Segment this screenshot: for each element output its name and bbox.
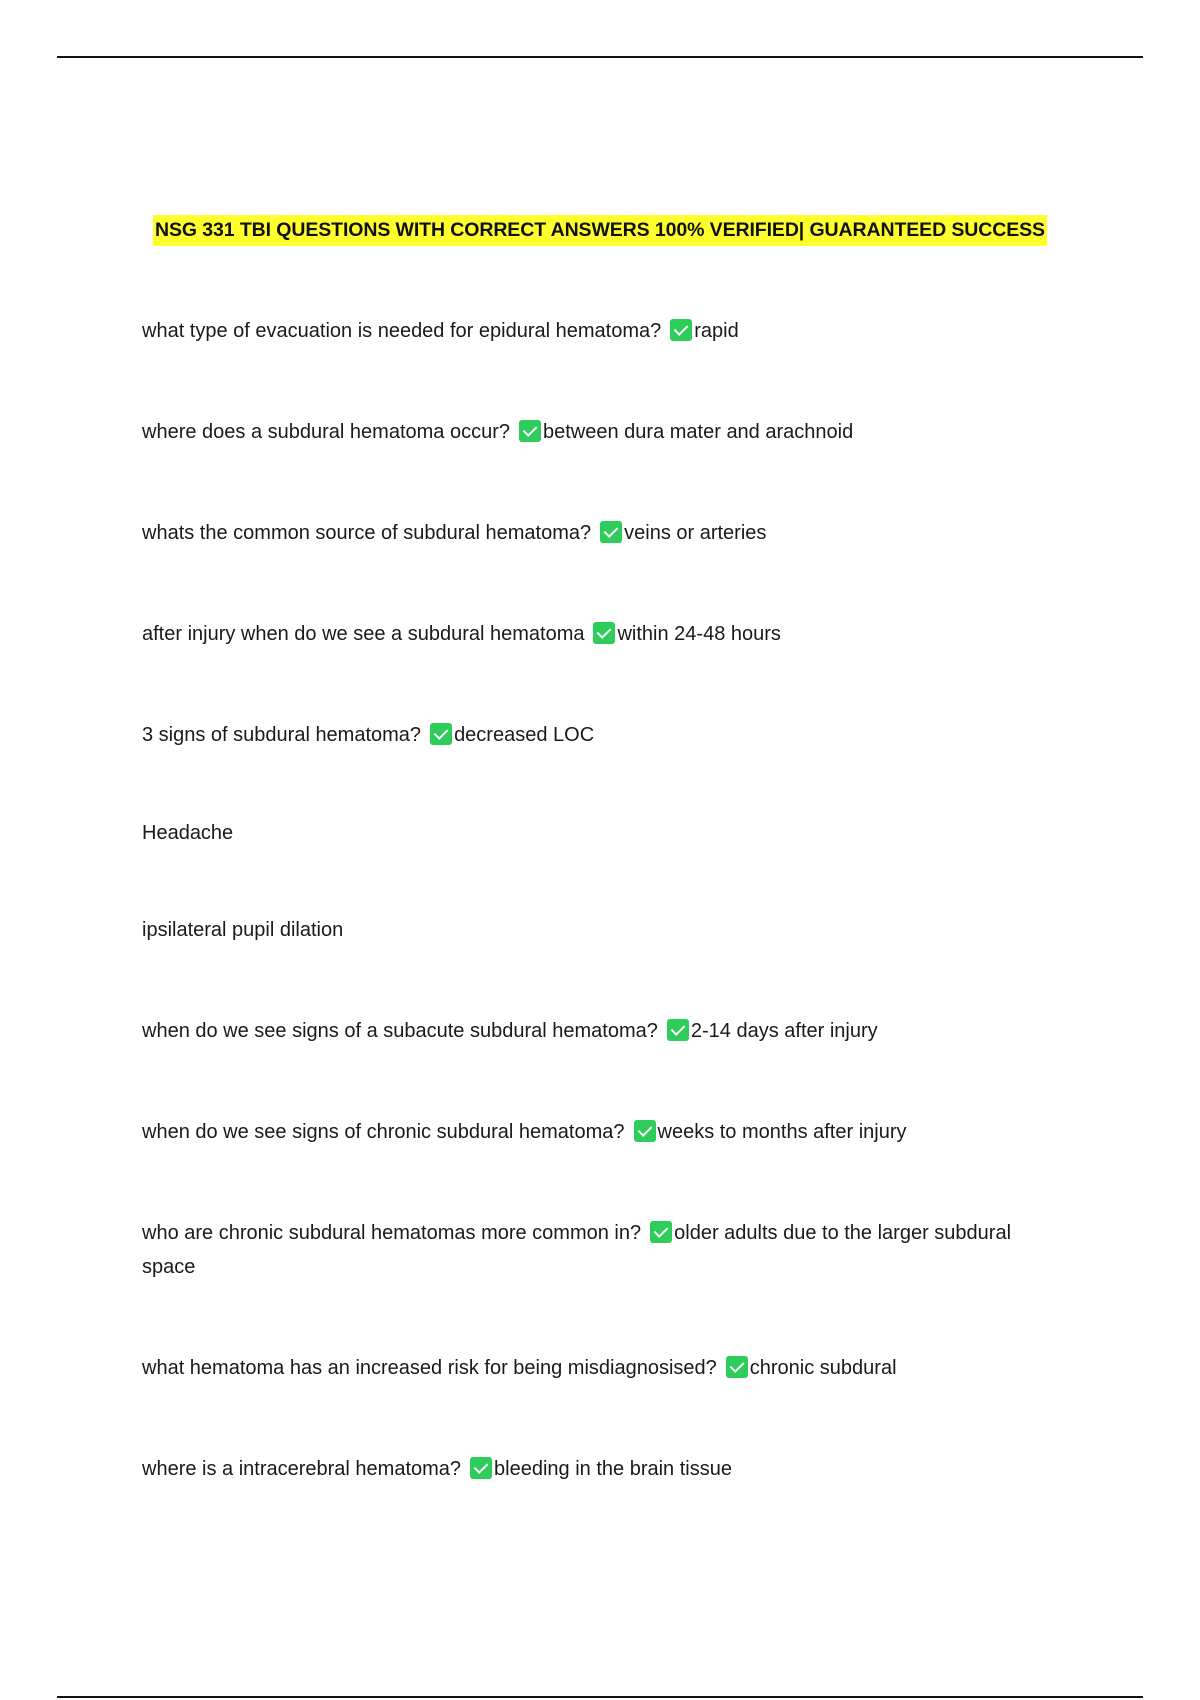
- answer-text: veins or arteries: [624, 522, 767, 544]
- qa-item: [142, 1351, 1042, 1385]
- title-wrap: [0, 215, 1200, 246]
- question-text: 3 signs of subdural hematoma?: [142, 724, 422, 746]
- qa-item: [142, 1452, 1042, 1486]
- answer-text: within 24-48 hours: [617, 623, 781, 645]
- qa-item: [142, 415, 1042, 449]
- document-title: NSG 331 TBI QUESTIONS WITH CORRECT ANSWERS 100% VERIFIED| GUARANTEED SUCCESS: [153, 215, 1047, 246]
- qa-item: [142, 1216, 1022, 1284]
- qa-item: [142, 718, 1042, 752]
- question-text: whats the common source of subdural hematoma?: [142, 522, 592, 544]
- answer-text: Headache: [142, 822, 234, 844]
- question-text: where is a intracerebral hematoma?: [142, 1458, 462, 1480]
- check-icon: [667, 1019, 689, 1041]
- answer-text: ipsilateral pupil dilation: [142, 919, 344, 941]
- question-text: where does a subdural hematoma occur?: [142, 421, 510, 443]
- question-text: when do we see signs of a subacute subdural hematoma?: [142, 1020, 658, 1042]
- answer-continuation: [142, 913, 1042, 947]
- qa-item: [142, 617, 1042, 651]
- answer-text: bleeding in the brain tissue: [494, 1458, 732, 1480]
- answer-text: decreased LOC: [454, 724, 595, 746]
- check-icon: [650, 1221, 672, 1243]
- check-icon: [726, 1356, 748, 1378]
- answer-text: 2-14 days after injury: [690, 1020, 878, 1042]
- qa-item: [142, 1115, 1042, 1149]
- check-icon: [670, 319, 692, 341]
- question-text: who are chronic subdural hematomas more common in?: [142, 1222, 642, 1244]
- check-icon: [470, 1457, 492, 1479]
- question-text: what type of evacuation is needed for epidural hematoma?: [142, 320, 662, 342]
- question-text: what hematoma has an increased risk for being misdiagnosised?: [142, 1357, 717, 1379]
- qa-item: [142, 516, 1042, 550]
- qa-item: [142, 1014, 1042, 1048]
- top-rule: [57, 56, 1143, 58]
- answer-text: rapid: [694, 320, 739, 342]
- check-icon: [593, 622, 615, 644]
- question-text: after injury when do we see a subdural hematoma: [142, 623, 585, 645]
- check-icon: [430, 723, 452, 745]
- answer-continuation: [142, 816, 1042, 850]
- qa-item: [142, 314, 1042, 348]
- answer-text: between dura mater and arachnoid: [543, 421, 854, 443]
- check-icon: [519, 420, 541, 442]
- answer-text: older adults due to the larger subdural space: [142, 1222, 1012, 1278]
- question-text: when do we see signs of chronic subdural hematoma?: [142, 1121, 625, 1143]
- check-icon: [600, 521, 622, 543]
- answer-text: weeks to months after injury: [657, 1121, 907, 1143]
- answer-text: chronic subdural: [749, 1357, 897, 1379]
- bottom-rule: [57, 1696, 1143, 1698]
- check-icon: [634, 1120, 656, 1142]
